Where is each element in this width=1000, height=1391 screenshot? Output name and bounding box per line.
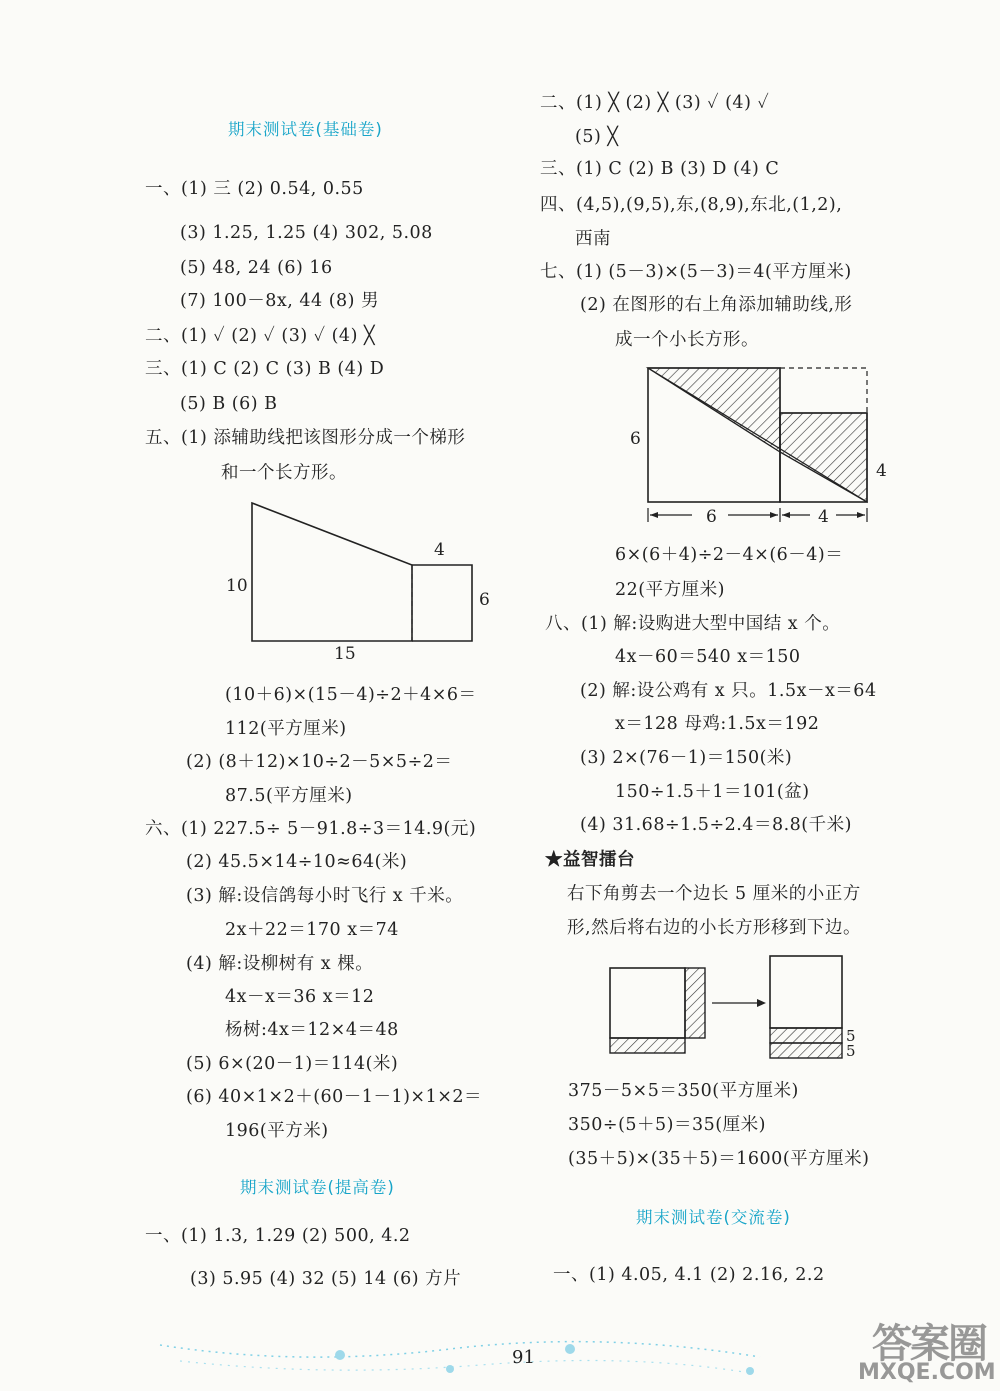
page-number: 91 [512,1347,535,1368]
original-square [610,968,685,1038]
bottom-strip [610,1038,685,1053]
section-title-puzzle: ★益智擂台 [545,850,635,870]
trapezoid-shape [252,503,412,641]
answer-line: 八、(1) 解:设购进大型中国结 x 个。 [545,614,841,634]
label-width-left: 6 [706,507,717,527]
label-top-right: 4 [434,540,445,560]
answer-line: 22(平方厘米) [615,580,725,600]
answer-line: (2) 解:设公鸡有 x 只。1.5x－x＝64 [580,681,877,701]
answer-line: (5) B (6) B [180,394,278,414]
footer-decoration [150,1315,770,1385]
answer-line: 350÷(5＋5)＝35(厘米) [568,1115,766,1135]
answer-line: 2x＋22＝170 x＝74 [225,920,399,940]
right-strip [685,968,705,1038]
answer-line: x＝128 母鸡:1.5x＝192 [615,714,820,734]
rectangle-shape [412,565,472,641]
answer-line: 4x－x＝36 x＝12 [225,987,375,1007]
result-strip-2 [770,1043,842,1058]
triangle-figure [620,358,900,530]
answer-line: 六、(1) 227.5÷ 5－91.8÷3＝14.9(元) [145,819,477,839]
label-strip-1: 5 [846,1027,856,1045]
answer-line: 二、(1) ╳ (2) ╳ (3) ✓ (4) ✓ [540,93,770,113]
answer-line: (4) 31.68÷1.5÷2.4＝8.8(千米) [580,815,852,835]
answer-line: (7) 100－8x, 44 (8) 男 [180,291,380,311]
answer-line: 三、(1) C (2) C (3) B (4) D [145,359,385,379]
label-height-left: 6 [630,429,641,449]
answer-line: 二、(1) ✓ (2) ✓ (3) ✓ (4) ╳ [145,326,375,346]
answer-line: 4x－60＝540 x＝150 [615,647,801,667]
answer-line: 五、(1) 添辅助线把该图形分成一个梯形 [145,428,466,448]
answer-line: (4) 解:设柳树有 x 棵。 [186,954,374,974]
section-title-basic: 期末测试卷(基础卷) [228,120,383,139]
answer-line: 七、(1) (5－3)×(5－3)＝4(平方厘米) [540,262,852,282]
arrow-head-icon [757,999,766,1007]
answer-line: 196(平方米) [225,1121,329,1141]
section-title-exchange: 期末测试卷(交流卷) [636,1208,791,1227]
label-base: 15 [334,644,356,664]
result-strip-1 [770,1028,842,1043]
watermark-logo: 答案圈 [872,1321,986,1367]
result-square [770,956,842,1028]
answer-line: 6×(6＋4)÷2－4×(6－4)＝ [615,545,844,565]
answer-line: 成一个小长方形。 [615,330,759,350]
answer-line: 375－5×5＝350(平方厘米) [568,1081,799,1101]
answer-line: (5) 48, 24 (6) 16 [180,258,333,278]
auxiliary-dashed-line [780,368,867,413]
section-title-advanced: 期末测试卷(提高卷) [240,1178,395,1197]
answer-line: 一、(1) 1.3, 1.29 (2) 500, 4.2 [145,1226,411,1246]
answer-line: (6) 40×1×2＋(60－1－1)×1×2＝ [186,1087,482,1107]
label-height-left: 10 [226,576,248,596]
answer-line: 形,然后将右边的小长方形移到下边。 [567,918,862,938]
answer-line: (2) (8＋12)×10÷2－5×5÷2＝ [186,752,453,772]
label-strip-2: 5 [846,1042,856,1060]
answer-line: 一、(1) 4.05, 4.1 (2) 2.16, 2.2 [553,1265,825,1285]
answer-line: 一、(1) 三 (2) 0.54, 0.55 [145,179,364,199]
label-height-right: 6 [479,590,490,610]
answer-line: (3) 2×(76－1)＝150(米) [580,748,793,768]
label-height-right: 4 [876,461,887,481]
answer-line: 112(平方厘米) [225,719,347,739]
answer-line: (3) 1.25, 1.25 (4) 302, 5.08 [180,223,433,243]
trapezoid-figure [220,495,510,665]
answer-line: (10＋6)×(15－4)÷2＋4×6＝ [225,685,477,705]
answer-line: (2) 45.5×14÷10≈64(米) [186,852,408,872]
answer-line: (5) ╳ [575,127,619,147]
answer-line: 右下角剪去一个边长 5 厘米的小正方 [567,884,861,904]
answer-line: (3) 解:设信鸽每小时飞行 x 千米。 [186,886,464,906]
answer-line: 三、(1) C (2) B (3) D (4) C [540,159,780,179]
watermark-url: MXQE.COM [858,1360,996,1385]
answer-line: (5) 6×(20－1)＝114(米) [186,1054,399,1074]
label-width-right: 4 [818,507,829,527]
puzzle-figure [600,948,870,1066]
answer-line: 150÷1.5＋1＝101(盆) [615,782,810,802]
answer-line: (3) 5.95 (4) 32 (5) 14 (6) 方片 [190,1269,462,1289]
answer-line: 杨树:4x＝12×4＝48 [225,1020,399,1040]
answer-line: 87.5(平方厘米) [225,786,353,806]
answer-line: 和一个长方形。 [221,463,347,483]
answer-line: (35＋5)×(35＋5)＝1600(平方厘米) [568,1149,870,1169]
answer-line: 西南 [575,229,611,249]
answer-line: (2) 在图形的右上角添加辅助线,形 [580,295,853,315]
answer-line: 四、(4,5),(9,5),东,(8,9),东北,(1,2), [540,195,843,215]
